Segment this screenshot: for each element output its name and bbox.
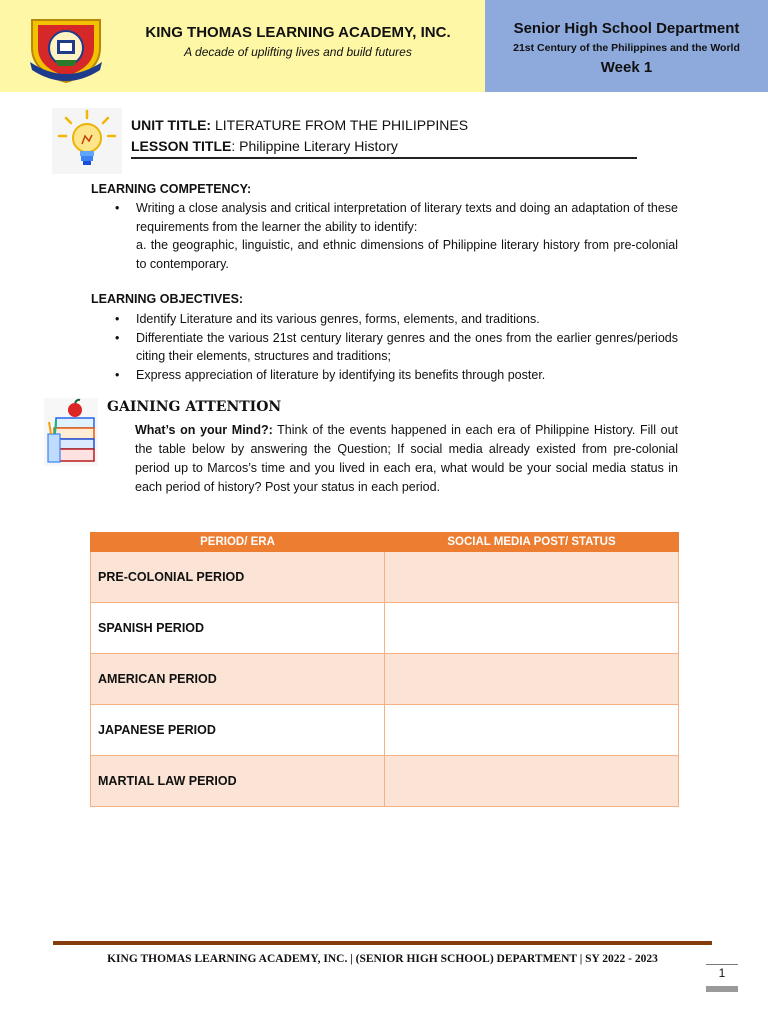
objectives-heading: LEARNING OBJECTIVES: (91, 292, 244, 306)
table-row (91, 552, 679, 603)
status-cell[interactable] (385, 654, 679, 705)
status-cell[interactable] (385, 603, 679, 654)
objective-item: • Express appreciation of literature by identifying its benefits through poster. (108, 366, 678, 385)
competency-list (108, 199, 678, 273)
table-row (91, 603, 679, 654)
table-header-row (91, 533, 679, 552)
gaining-attention-heading: GAINING ATTENTION (107, 399, 282, 415)
page-number-rule (706, 964, 738, 965)
school-name: KING THOMAS LEARNING ACADEMY, INC. (145, 24, 451, 41)
period-cell: SPANISH PERIOD (91, 603, 385, 654)
title-divider (131, 157, 637, 159)
objectives-list (108, 310, 678, 384)
period-cell: PRE-COLONIAL PERIOD (91, 552, 385, 603)
page-number: 1 (718, 966, 726, 980)
objective-item: • Differentiate the various 21st century literary genres and the ones from the earlier genres/periods citing their elements, structures and traditions; (108, 329, 678, 366)
table-row (91, 705, 679, 756)
competency-heading: LEARNING COMPETENCY: (91, 182, 252, 196)
column-header-period: PERIOD/ ERA (91, 533, 385, 552)
footer-divider (53, 941, 712, 945)
lesson-title-value: : Philippine Literary History (231, 138, 398, 154)
column-header-status: SOCIAL MEDIA POST/ STATUS (385, 533, 679, 552)
unit-title-value: LITERATURE FROM THE PHILIPPINES (211, 117, 469, 133)
competency-item (108, 199, 678, 273)
objective-item: • Identify Literature and its various genres, forms, elements, and traditions. (108, 310, 678, 329)
school-tagline: A decade of uplifting lives and build futures (184, 45, 412, 59)
period-cell: JAPANESE PERIOD (91, 705, 385, 756)
course-title: 21st Century of the Philippines and the World (513, 42, 740, 54)
period-cell: MARTIAL LAW PERIOD (91, 756, 385, 807)
page-footer: KING THOMAS LEARNING ACADEMY, INC. | (SENIOR HIGH SCHOOL) DEPARTMENT | SY 2022 - 2023 (107, 953, 658, 965)
prompt-body: Think of the events happened in each era of Philippine History. Fill out the table below by answering the Question; If social media already existed from pre-colonial period up to Marcos’s time and you lived in each era, what would be your social media status in each period of history? Post your status in each period. (135, 423, 678, 494)
competency-item-text: Writing a close analysis and critical interpretation of literary texts and doing an adaptation of these requirements from the learner the ability to identify: (136, 201, 678, 234)
gaining-attention-text (135, 421, 678, 497)
status-cell[interactable] (385, 552, 679, 603)
prompt-lead: What’s on your Mind?: (135, 423, 273, 437)
unit-title (131, 117, 468, 133)
week-label: Week 1 (600, 59, 653, 76)
social-media-table (90, 532, 679, 807)
unit-title-label: UNIT TITLE: (131, 117, 212, 133)
status-cell[interactable] (385, 705, 679, 756)
school-crest-logo (26, 14, 106, 84)
page-header (0, 0, 768, 92)
status-cell[interactable] (385, 756, 679, 807)
department-title: Senior High School Department (513, 20, 740, 37)
table-row (91, 756, 679, 807)
lesson-title (131, 138, 398, 154)
books-apple-icon (44, 398, 98, 466)
competency-subitem: a. the geographic, linguistic, and ethnic dimensions of Philippine literary history from pre-colonial to contemporary. (136, 238, 678, 271)
page-number-bar (706, 986, 738, 992)
period-cell: AMERICAN PERIOD (91, 654, 385, 705)
lightbulb-icon (52, 108, 122, 174)
table-row (91, 654, 679, 705)
lesson-title-label: LESSON TITLE (131, 138, 232, 154)
